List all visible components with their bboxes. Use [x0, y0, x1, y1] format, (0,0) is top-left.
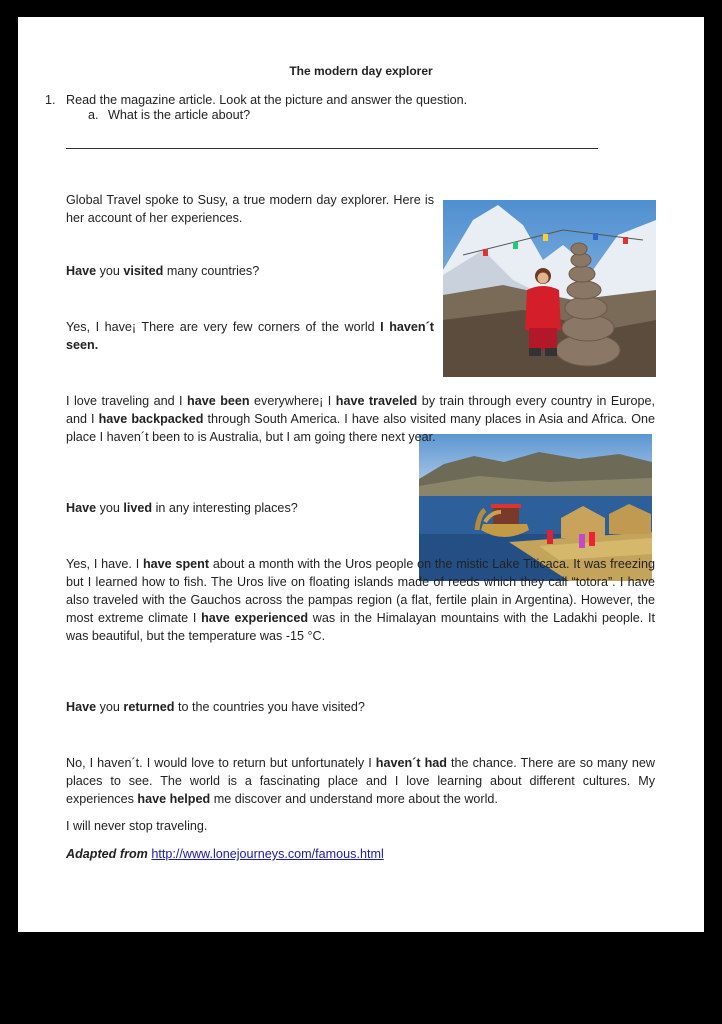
q2-bold-lived: lived [123, 501, 153, 515]
question-returned [66, 698, 365, 716]
q1-bold-have: Have [66, 264, 97, 278]
q1-text-1: you [96, 264, 124, 278]
p4-bold-havent-had: haven´t had [375, 756, 447, 770]
paragraph-lived [66, 555, 655, 645]
question-visited [66, 262, 259, 280]
source-link[interactable]: http://www.lonejourneys.com/famous.html [151, 847, 384, 861]
q2-text-1: you [96, 501, 124, 515]
q2-text-2: in any interesting places? [152, 501, 298, 515]
p2-bold-have-traveled: have traveled [335, 394, 418, 408]
q3-bold-have: Have [66, 700, 97, 714]
a1-text: Yes, I have¡ There are very few corners of the world [66, 320, 381, 334]
question-lived [66, 499, 298, 517]
p2-text-2: everywhere¡ I [249, 394, 336, 408]
p4-text-1: No, I haven´t. I would love to return but unfortunately I [66, 756, 376, 770]
question-number: 1. [45, 93, 56, 107]
q1-bold-visited: visited [123, 264, 164, 278]
paragraph-returned [66, 754, 655, 808]
question-text: Read the magazine article. Look at the picture and answer the question. [66, 93, 468, 107]
p4-text-2: the chance. There are so many new places to see. The world is a fascinating place and I love learning about different cultures. My experiences [66, 756, 655, 806]
himalaya-photo [443, 200, 656, 377]
q2-bold-have: Have [66, 501, 97, 515]
q1-text-2: many countries? [163, 264, 260, 278]
source-label: Adapted from [66, 847, 148, 861]
p2-bold-have-backpacked: have backpacked [98, 412, 204, 426]
p3-bold-have-experienced: have experienced [201, 611, 309, 625]
p2-bold-have-been: have been [187, 394, 250, 408]
p3-text-1: Yes, I have. I [66, 557, 143, 571]
p2-text-4: through South America. I have also visited many places in Asia and Africa. One place I haven´t been to is Australia, but I am going there next year. [66, 412, 656, 444]
q3-text-2: to the countries you have visited? [174, 700, 365, 714]
q3-text-1: you [96, 700, 124, 714]
closing-line: I will never stop traveling. [66, 819, 208, 833]
q3-bold-returned: returned [123, 700, 175, 714]
p3-text-3: was in the Himalayan mountains with the Ladakhi people. It was beautiful, but the temperature was -15 °C. [66, 611, 655, 643]
intro-paragraph: Global Travel spoke to Susy, a true modern day explorer. Here is her account of her experiences. [66, 193, 434, 225]
page-title: The modern day explorer [289, 64, 433, 78]
p3-text-2: about a month with the Uros people on the mistic Lake Titicaca. It was freezing but I learned how to fish. The Uros live on floating islands made of reeds which they call “totora”. I have also traveled with the Gauchos across the pampas region (a flat, fertile plain in Argentina). However, the most extreme climate I [66, 557, 655, 625]
worksheet-page [18, 17, 704, 932]
p2-text-3: by train through every country in Europe, and I [66, 394, 655, 426]
a1-bold: I haven´t seen. [66, 320, 434, 352]
p4-text-3: me discover and understand more about the world. [210, 792, 498, 806]
p2-text-1: I love traveling and I [66, 394, 188, 408]
paragraph-traveling [66, 392, 655, 446]
answer-line[interactable] [66, 148, 598, 149]
sub-question-text: What is the article about? [108, 108, 251, 122]
answer-visited [66, 318, 434, 354]
sub-question-letter: a. [88, 108, 99, 122]
p4-bold-have-helped: have helped [137, 792, 211, 806]
source-line [66, 845, 384, 863]
p3-bold-have-spent: have spent [142, 557, 210, 571]
